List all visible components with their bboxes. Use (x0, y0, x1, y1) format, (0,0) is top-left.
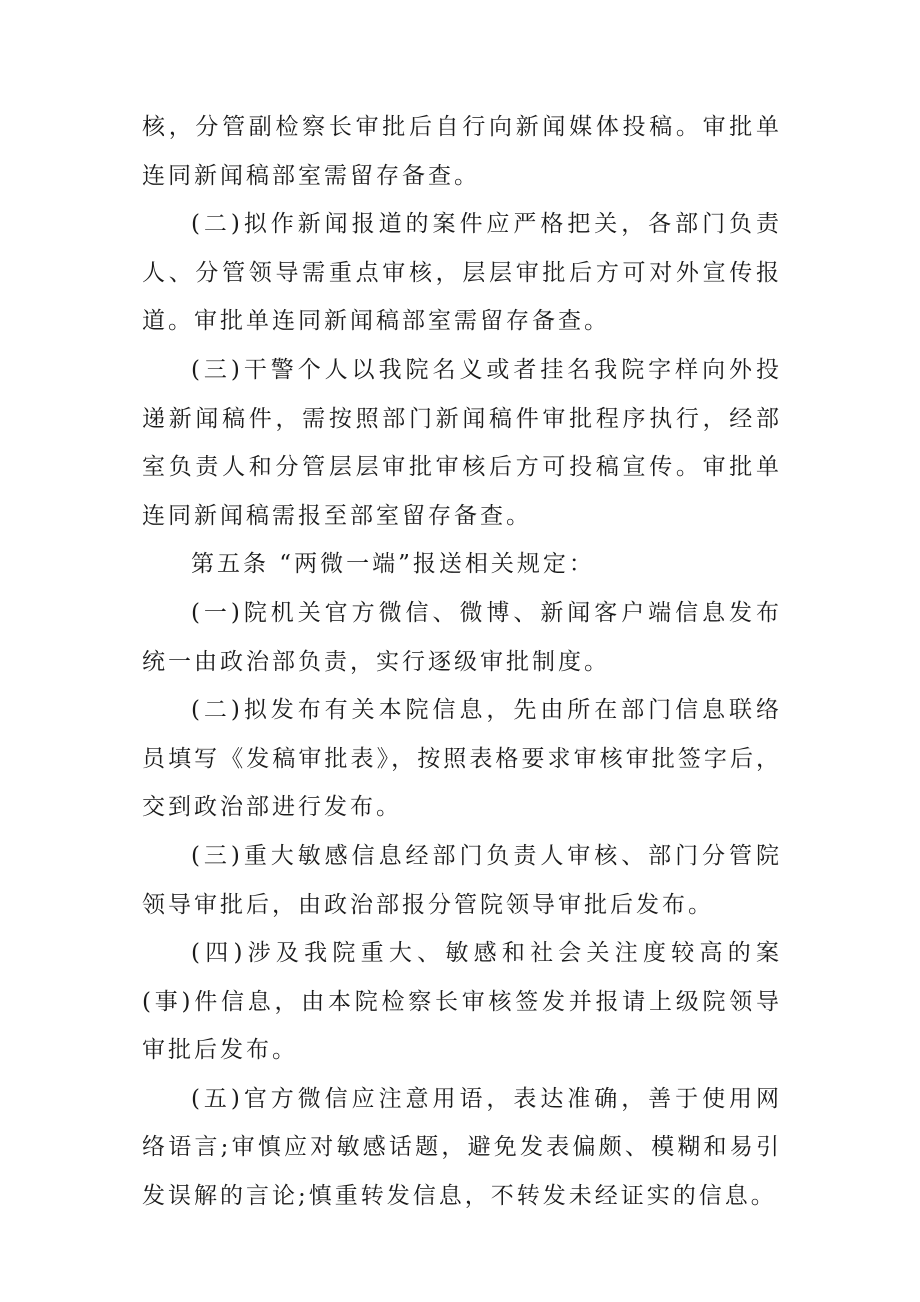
paragraph-continuation: 核，分管副检察长审批后自行向新闻媒体投稿。审批单连同新闻稿部室需留存备查。 (142, 114, 782, 189)
document-body (142, 103, 782, 1221)
paragraph-item-3: (三)干警个人以我院名义或者挂名我院字样向外投递新闻稿件，需按照部门新闻稿件审批程序执行，经部室负责人和分管层层审批审核后方可投稿宣传。审批单连同新闻稿需报至部室留存备查。 (142, 356, 782, 529)
paragraph-rule-5: (五)官方微信应注意用语，表达准确，善于使用网络语言;审慎应对敏感话题，避免发表偏颇、模糊和易引发误解的言论;慎重转发信息，不转发未经证实的信息。 (142, 1085, 782, 1210)
paragraph-rule-4: (四)涉及我院重大、敏感和社会关注度较高的案(事)件信息，由本院检察长审核签发并报请上级院领导审批后发布。 (142, 940, 782, 1064)
article-heading: 第五条 “两微一端”报送相关规定： (191, 551, 595, 578)
paragraph-rule-2: (二)拟发布有关本院信息，先由所在部门信息联络员填写《发稿审批表》，按照表格要求审核审批签字后，交到政治部进行发布。 (142, 697, 782, 821)
paragraph-rule-1: (一)院机关官方微信、微博、新闻客户端信息发布统一由政治部负责，实行逐级审批制度。 (142, 599, 782, 675)
paragraph-item-2: (二)拟作新闻报道的案件应严格把关，各部门负责人、分管领导需重点审核，层层审批后方可对外宣传报道。审批单连同新闻稿部室需留存备查。 (142, 211, 782, 335)
paragraph-rule-3: (三)重大敏感信息经部门负责人审核、部门分管院领导审批后，由政治部报分管院领导审批后发布。 (142, 842, 782, 918)
